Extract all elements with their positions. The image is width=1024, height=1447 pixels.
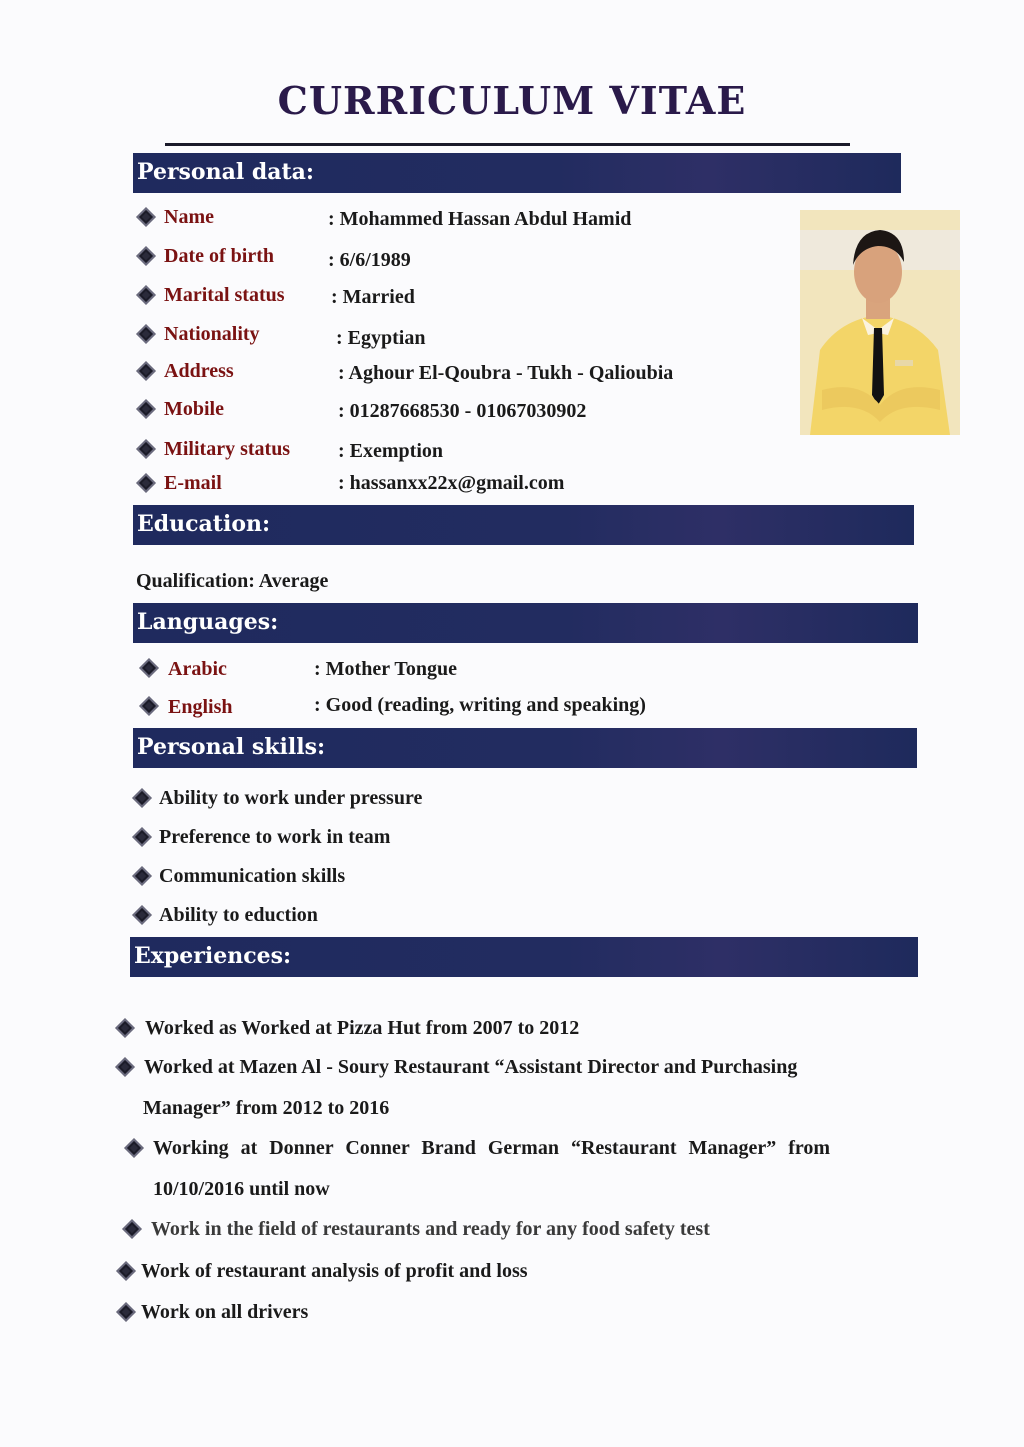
- skill-item: [0, 786, 1024, 820]
- diamond-bullet-icon: [132, 827, 152, 847]
- experience-text: Worked at Mazen Al - Soury Restaurant “Assistant Director and Purchasing: [144, 1056, 798, 1078]
- person-portrait-icon: [800, 210, 960, 435]
- section-header-experiences: [130, 937, 918, 977]
- info-row-military: [0, 438, 1024, 472]
- experience-text: Work of restaurant analysis of profit and loss: [141, 1260, 528, 1282]
- diamond-bullet-icon: [136, 399, 156, 419]
- field-label: Military status: [164, 438, 291, 460]
- experience-item: [0, 1135, 1024, 1169]
- diamond-bullet-icon: [124, 1138, 144, 1158]
- diamond-bullet-icon: [115, 1018, 135, 1038]
- field-value: : Aghour El-Qoubra - Tukh - Qalioubia: [338, 362, 674, 384]
- language-row-english: [0, 694, 1024, 728]
- section-title: Experiences:: [134, 943, 292, 969]
- section-title: Education:: [137, 511, 271, 537]
- skill-item: [0, 903, 1024, 937]
- diamond-bullet-icon: [139, 696, 159, 716]
- section-title: Personal skills:: [137, 734, 326, 760]
- experience-text: Work on all drivers: [141, 1301, 309, 1323]
- diamond-bullet-icon: [139, 658, 159, 678]
- section-header-skills: [133, 728, 917, 768]
- field-label: E-mail: [164, 472, 222, 494]
- skill-text: Ability to eduction: [159, 904, 318, 926]
- skill-item: [0, 864, 1024, 898]
- language-row-arabic: [0, 656, 1024, 690]
- section-title: Languages:: [137, 609, 279, 635]
- diamond-bullet-icon: [136, 246, 156, 266]
- diamond-bullet-icon: [116, 1302, 136, 1322]
- diamond-bullet-icon: [132, 866, 152, 886]
- experience-text: Work in the field of restaurants and ready for any food safety test: [151, 1218, 710, 1240]
- field-value: : Married: [331, 286, 415, 308]
- skill-text: Preference to work in team: [159, 826, 391, 848]
- language-label: English: [168, 696, 233, 718]
- language-value: : Mother Tongue: [314, 658, 457, 680]
- experience-text-continued: Manager” from 2012 to 2016: [143, 1097, 390, 1119]
- diamond-bullet-icon: [132, 905, 152, 925]
- diamond-bullet-icon: [132, 788, 152, 808]
- language-label: Arabic: [168, 658, 227, 680]
- field-value: : 6/6/1989: [328, 249, 411, 271]
- field-value: : Exemption: [338, 440, 443, 462]
- field-label: Marital status: [164, 284, 285, 306]
- field-label: Date of birth: [164, 245, 274, 267]
- section-header-languages: [133, 603, 918, 643]
- diamond-bullet-icon: [136, 439, 156, 459]
- skill-text: Communication skills: [159, 865, 346, 887]
- diamond-bullet-icon: [136, 361, 156, 381]
- experience-item: [0, 1299, 1024, 1333]
- profile-photo: [800, 210, 960, 435]
- field-label: Nationality: [164, 323, 260, 345]
- info-row-email: [0, 472, 1024, 506]
- skill-item: [0, 825, 1024, 859]
- experience-item: [0, 1216, 1024, 1250]
- diamond-bullet-icon: [136, 324, 156, 344]
- field-value: : Egyptian: [336, 327, 426, 349]
- experience-item: [0, 1054, 1024, 1088]
- field-value: : 01287668530 - 01067030902: [338, 400, 587, 422]
- language-value: : Good (reading, writing and speaking): [314, 694, 646, 716]
- section-header-personal: [133, 153, 901, 193]
- diamond-bullet-icon: [136, 285, 156, 305]
- experience-text-continued: 10/10/2016 until now: [153, 1178, 330, 1200]
- title-divider: [165, 143, 850, 146]
- field-label: Mobile: [164, 398, 224, 420]
- experience-text: Working at Donner Conner Brand German “Restaurant Manager” from: [153, 1137, 831, 1159]
- diamond-bullet-icon: [136, 207, 156, 227]
- qualification-text: Qualification: Average: [136, 570, 329, 592]
- diamond-bullet-icon: [116, 1261, 136, 1281]
- experience-text: Worked as Worked at Pizza Hut from 2007 to 2012: [145, 1017, 580, 1039]
- field-value: : hassanxx22x@gmail.com: [338, 472, 565, 494]
- diamond-bullet-icon: [122, 1219, 142, 1239]
- experience-item: [0, 1015, 1024, 1049]
- diamond-bullet-icon: [115, 1057, 135, 1077]
- section-title: Personal data:: [137, 159, 315, 185]
- field-label: Address: [164, 360, 234, 382]
- field-value: : Mohammed Hassan Abdul Hamid: [328, 208, 632, 230]
- section-header-education: [133, 505, 914, 545]
- page-title: CURRICULUM VITAE: [277, 78, 747, 123]
- experience-item: [0, 1258, 1024, 1292]
- skill-text: Ability to work under pressure: [159, 787, 423, 809]
- field-label: Name: [164, 206, 214, 228]
- diamond-bullet-icon: [136, 473, 156, 493]
